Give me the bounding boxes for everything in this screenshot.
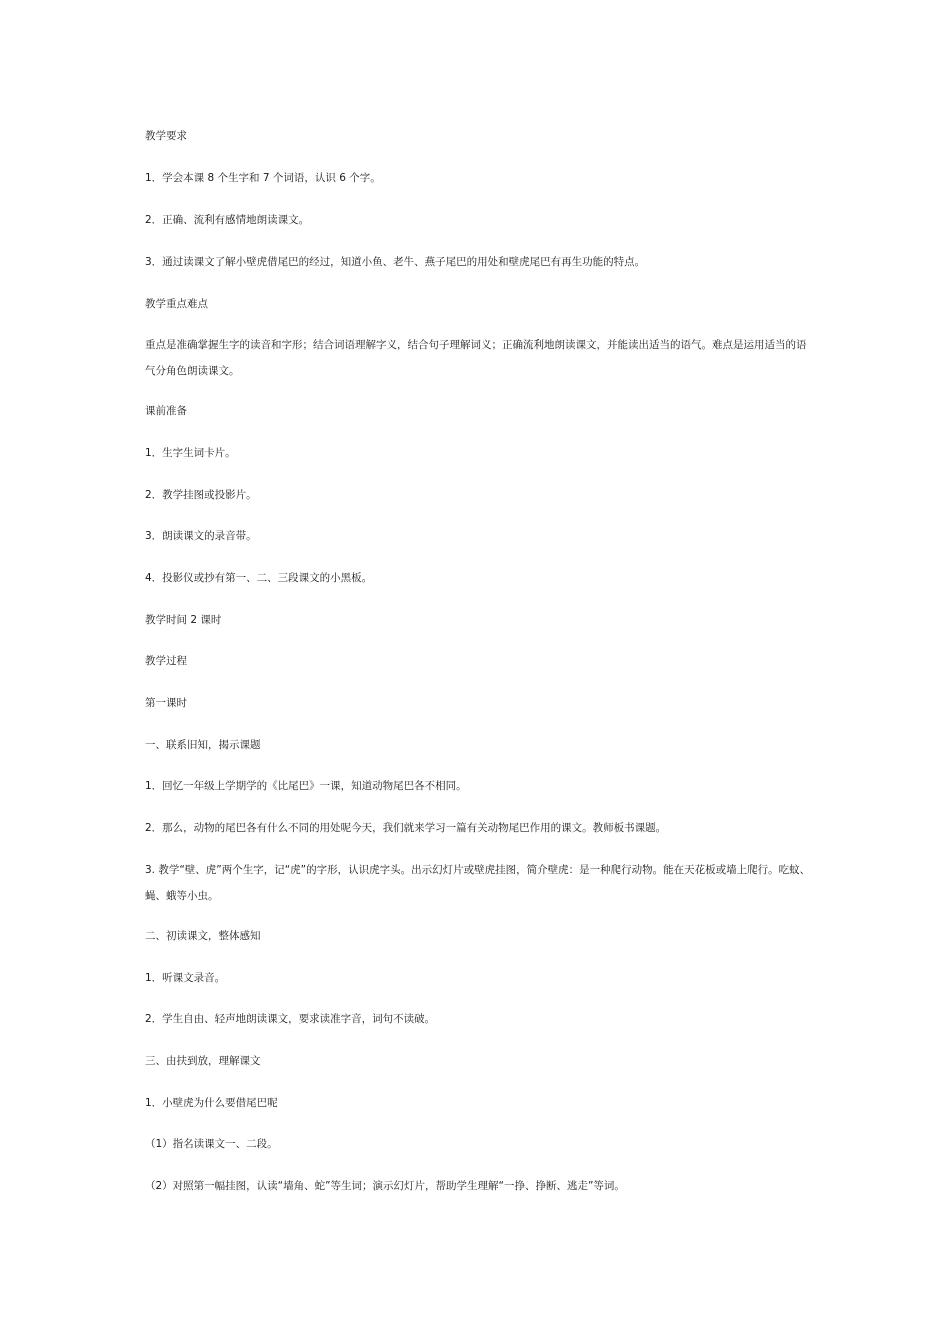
teaching-time: 教学时间 2 课时 [145, 614, 222, 626]
section3-subitem-1: （1）指名读课文一、二段。 [145, 1138, 278, 1150]
section1-item-2: 2．那么，动物的尾巴各有什么不同的用处呢今天，我们就来学习一篇有关动物尾巴作用的课文。教师板书课题。 [145, 822, 667, 834]
section2-item-1: 1．听课文录音。 [145, 972, 226, 984]
preparation-item-3: 3．朗读课文的录音带。 [145, 530, 257, 542]
section-heading-1: 一、联系旧知，揭示课题 [145, 739, 261, 751]
requirement-item-3: 3．通过读课文了解小壁虎借尾巴的经过，知道小鱼、老牛、燕子尾巴的用处和壁虎尾巴有再生功能的特点。 [145, 256, 646, 268]
section-heading-2: 二、初读课文，整体感知 [145, 930, 261, 942]
section1-item-3: 3. 教学“壁、虎”两个生字，记“虎”的字形，认识虎字头。出示幻灯片或壁虎挂图，简介壁虎：是一种爬行动物。能在天花板或墙上爬行。吃蚊、蝇、蛾等小虫。 [145, 864, 811, 902]
section2-item-2: 2．学生自由、轻声地朗读课文，要求读准字音，词句不读破。 [145, 1013, 436, 1025]
heading-key-difficulties: 教学重点难点 [145, 298, 208, 310]
heading-teaching-process: 教学过程 [145, 655, 187, 667]
section3-item-1: 1．小壁虎为什么要借尾巴呢 [145, 1097, 278, 1109]
preparation-item-4: 4．投影仪或抄有第一、二、三段课文的小黑板。 [145, 572, 373, 584]
requirement-item-2: 2．正确、流利有感情地朗读课文。 [145, 214, 310, 226]
section1-item-1: 1．回忆一年级上学期学的《比尾巴》一课，知道动物尾巴各不相同。 [145, 780, 467, 792]
heading-first-lesson: 第一课时 [145, 697, 187, 709]
section3-subitem-2: （2）对照第一幅挂图，认读“墙角、蛇”等生词；演示幻灯片，帮助学生理解“一挣、挣断、逃走”等词。 [145, 1180, 625, 1192]
requirement-item-1: 1．学会本课 8 个生字和 7 个词语，认识 6 个字。 [145, 172, 381, 184]
preparation-item-2: 2．教学挂图或投影片。 [145, 489, 257, 501]
preparation-item-1: 1．生字生词卡片。 [145, 447, 236, 459]
heading-preparation: 课前准备 [145, 405, 187, 417]
heading-teaching-requirements: 教学要求 [145, 130, 187, 142]
key-difficulties-text: 重点是准确掌握生字的读音和字形；结合词语理解字义，结合句子理解词义；正确流利地朗读课文，并能读出适当的语气。难点是运用适当的语气分角色朗读课文。 [145, 339, 807, 377]
section-heading-3: 三、由扶到放，理解课文 [145, 1055, 261, 1067]
